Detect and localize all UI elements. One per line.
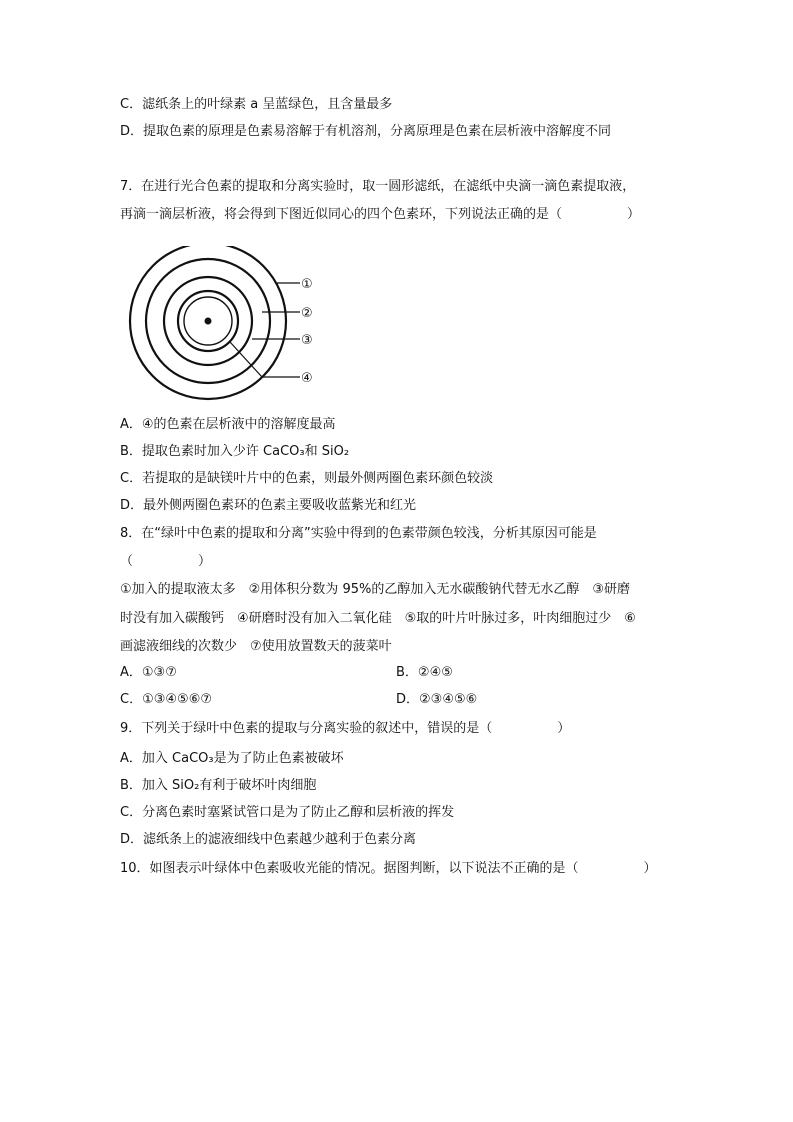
label-3: ③ (301, 333, 313, 348)
q9-option-b: B．加入 SiO₂有利于破坏叶肉细胞 (120, 778, 317, 793)
q7-option-b: B．提取色素时加入少许 CaCO₃和 SiO₂ (120, 444, 350, 459)
q7-stem-line1: 7．在进行光合色素的提取和分离实验时，取一圆形滤纸，在滤纸中央滴一滴色素提取液， (120, 179, 636, 194)
concentric-rings-diagram (122, 246, 342, 406)
q8-factors-line3: 画滤液细线的次数少 ⑦使用放置数天的菠菜叶 (120, 639, 392, 654)
q10-stem: 10．如图表示叶绿体中色素吸收光能的情况。据图判断，以下说法不正确的是（ ） (120, 861, 657, 876)
label-2: ② (301, 306, 313, 321)
q8-option-b: B．②④⑤ (396, 665, 453, 680)
pigment-ring-figure (122, 246, 342, 406)
q8-stem-line1: 8．在“绿叶中色素的提取和分离”实验中得到的色素带颜色较浅，分析其原因可能是 (120, 526, 597, 541)
q7-stem-line2: 再滴一滴层析液，将会得到下图近似同心的四个色素环，下列说法正确的是（ ） (120, 207, 641, 222)
q8-factors-line2: 时没有加入碳酸钙 ④研磨时没有加入二氧化硅 ⑤取的叶片叶脉过多，叶肉细胞过少 ⑥ (120, 611, 636, 626)
q8-stem-line2: （ ） (120, 554, 212, 569)
q8-option-d: D．②③④⑤⑥ (396, 692, 478, 707)
q8-options-row1 (120, 664, 680, 682)
q7-option-a: A．④的色素在层析液中的溶解度最高 (120, 417, 336, 432)
q6-option-d: D．提取色素的原理是色素易溶解于有机溶剂，分离原理是色素在层析液中溶解度不同 (120, 124, 612, 139)
q6-option-c: C．滤纸条上的叶绿素 a 呈蓝绿色，且含量最多 (120, 97, 393, 112)
label-1: ① (301, 277, 313, 292)
q7-option-c: C．若提取的是缺镁叶片中的色素，则最外侧两圈色素环颜色较淡 (120, 471, 494, 486)
label-4: ④ (301, 371, 313, 386)
q8-options-row2 (120, 691, 680, 709)
q9-option-d: D．滤纸条上的滤液细线中色素越少越利于色素分离 (120, 832, 417, 847)
q8-option-c: C．①③④⑤⑥⑦ (120, 692, 213, 707)
q8-option-a: A．①③⑦ (120, 665, 177, 680)
q9-stem: 9．下列关于绿叶中色素的提取与分离实验的叙述中，错误的是（ ） (120, 721, 571, 736)
center-spot (205, 318, 212, 325)
q7-option-d: D．最外侧两圈色素环的色素主要吸收蓝紫光和红光 (120, 498, 417, 513)
q8-factors-line1: ①加入的提取液太多 ②用体积分数为 95%的乙醇加入无水碳酸钠代替无水乙醇 ③研磨 (120, 582, 630, 597)
q9-option-c: C．分离色素时塞紧试管口是为了防止乙醇和层析液的挥发 (120, 805, 455, 820)
q9-option-a: A．加入 CaCO₃是为了防止色素被破坏 (120, 751, 344, 766)
